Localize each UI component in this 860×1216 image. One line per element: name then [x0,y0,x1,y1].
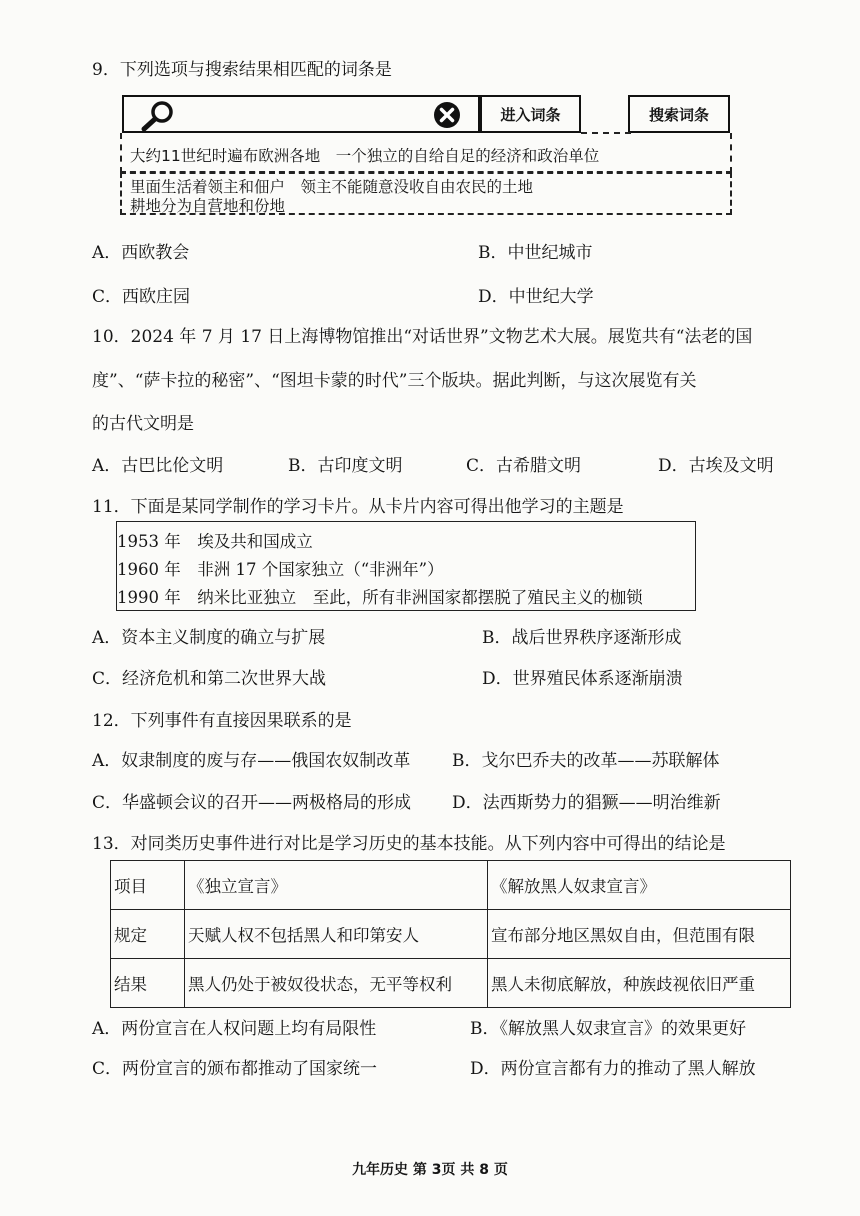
table-row [111,910,791,959]
q9-stem: 9．下列选项与搜索结果相匹配的词条是 [92,60,392,80]
study-card [116,521,696,611]
search-entry-button[interactable]: 搜索词条 [628,95,730,133]
q9-option-a[interactable]: A．西欧教会 [92,243,190,263]
table-cell: 《解放黑人奴隶宣言》 [488,861,791,910]
enter-entry-button[interactable]: 进入词条 [480,95,581,133]
table-cell: 宣布部分地区黑奴自由，但范围有限 [488,910,791,959]
q12-option-d[interactable]: D．法西斯势力的猖獗——明治维新 [452,793,721,813]
comparison-table [110,860,791,1008]
table-cell: 规定 [111,910,185,959]
q9-option-b[interactable]: B．中世纪城市 [478,243,593,263]
card-line: 1953 年 埃及共和国成立 [117,532,313,551]
q9-option-c[interactable]: C．西欧庄园 [92,287,191,307]
q10-option-a[interactable]: A．古巴比伦文明 [92,456,224,476]
q10-stem-line: 的古代文明是 [92,414,194,434]
table-row [111,861,791,910]
search-result-line: 耕地分为自营地和份地 [130,197,286,215]
q11-stem: 11．下面是某同学制作的学习卡片。从卡片内容可得出他学习的主题是 [92,497,624,517]
q11-option-d[interactable]: D．世界殖民体系逐渐崩溃 [482,669,683,689]
card-line: 1990 年 纳米比亚独立 至此，所有非洲国家都摆脱了殖民主义的枷锁 [117,588,643,607]
clear-icon[interactable] [432,100,462,135]
table-cell: 结果 [111,959,185,1008]
table-cell: 项目 [111,861,185,910]
search-result-line: 里面生活着领主和佃户 领主不能随意没收自由农民的土地 [130,178,534,196]
q13-option-a[interactable]: A．两份宣言在人权问题上均有局限性 [92,1019,377,1039]
q12-option-b[interactable]: B．戈尔巴乔夫的改革——苏联解体 [452,751,720,771]
q13-stem: 13．对同类历史事件进行对比是学习历史的基本技能。从下列内容中可得出的结论是 [92,834,726,854]
q10-option-d[interactable]: D．古埃及文明 [658,456,774,476]
q10-stem-line: 10．2024 年 7 月 17 日上海博物馆推出“对话世界”文物艺术大展。展览共有“法老的国 [92,327,753,347]
table-cell: 黑人未彻底解放，种族歧视依旧严重 [488,959,791,1008]
table-cell: 黑人仍处于被奴役状态，无平等权利 [185,959,488,1008]
table-cell: 《独立宣言》 [185,861,488,910]
q13-option-b[interactable]: B．《解放黑人奴隶宣言》的效果更好 [470,1019,746,1039]
table-cell: 天赋人权不包括黑人和印第安人 [185,910,488,959]
search-input[interactable] [122,95,480,133]
q12-option-a[interactable]: A．奴隶制度的废与存——俄国农奴制改革 [92,751,411,771]
q13-option-d[interactable]: D．两份宣言都有力的推动了黑人解放 [470,1059,756,1079]
q10-option-b[interactable]: B．古印度文明 [288,456,403,476]
q10-stem-line: 度”、“萨卡拉的秘密”、“图坦卡蒙的时代”三个版块。据此判断，与这次展览有关 [92,371,697,391]
card-line: 1960 年 非洲 17 个国家独立（“非洲年”） [117,560,444,579]
q13-option-c[interactable]: C．两份宣言的颁布都推动了国家统一 [92,1059,378,1079]
search-icon [140,99,180,136]
q12-stem: 12．下列事件有直接因果联系的是 [92,711,352,731]
q12-option-c[interactable]: C．华盛顿会议的召开——两极格局的形成 [92,793,412,813]
table-row [111,959,791,1008]
q11-option-c[interactable]: C．经济危机和第二次世界大战 [92,669,327,689]
q11-option-b[interactable]: B．战后世界秩序逐渐形成 [482,628,682,648]
page-footer: 九年历史 第 3页 共 8 页 [352,1162,508,1178]
q10-option-c[interactable]: C．古希腊文明 [466,456,582,476]
search-result-line: 大约11世纪时遍布欧洲各地 一个独立的自给自足的经济和政治单位 [130,147,600,165]
q9-option-d[interactable]: D．中世纪大学 [478,287,594,307]
q11-option-a[interactable]: A．资本主义制度的确立与扩展 [92,628,326,648]
